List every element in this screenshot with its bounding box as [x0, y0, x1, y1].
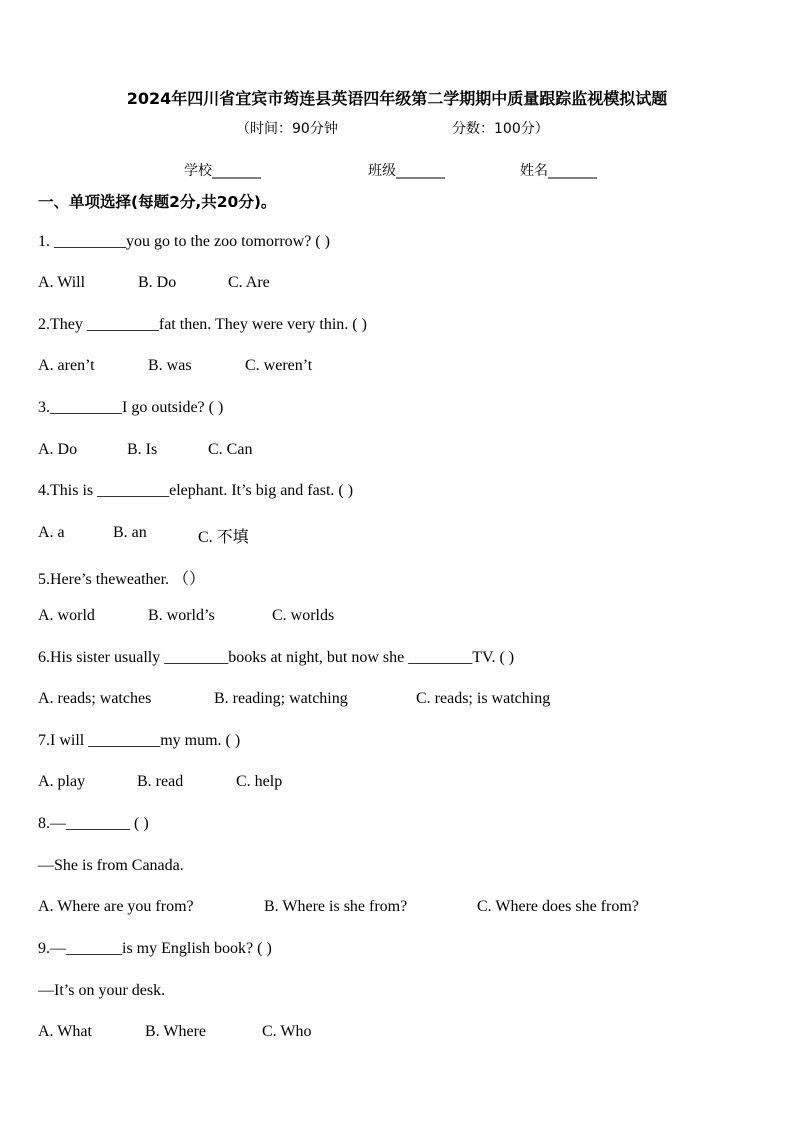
q7-option-b: B. read: [137, 773, 184, 790]
question-8: 8.—________ ( ): [38, 815, 149, 832]
q4-option-a: A. a: [38, 524, 65, 541]
q6-option-c: C. reads; is watching: [416, 690, 551, 707]
question-9: 9.—_______is my English book? ( ): [38, 940, 272, 957]
q1-option-a: A. Will: [38, 274, 86, 291]
q9-option-b: B. Where: [145, 1023, 207, 1040]
q3-option-c: C. Can: [208, 441, 253, 458]
q6-option-a: A. reads; watches: [38, 690, 152, 707]
q4-option-b: B. an: [113, 524, 147, 541]
q2-option-c: C. weren’t: [245, 357, 313, 374]
q1-option-b: B. Do: [138, 274, 177, 291]
q3-option-b: B. Is: [127, 441, 158, 458]
q1-option-c: C. Are: [228, 274, 270, 291]
q4-option-c: C. 不填: [198, 529, 249, 546]
q6-option-b: B. reading; watching: [214, 690, 348, 707]
question-5: 5.Here’s theweather. （）: [38, 571, 206, 588]
time-label: （时间：90分钟: [236, 121, 338, 137]
q2-option-b: B. was: [148, 357, 192, 374]
exam-title: 2024年四川省宜宾市筠连县英语四年级第二学期期中质量跟踪监视模拟试题: [126, 89, 668, 108]
question-1: 1. _________you go to the zoo tomorrow? ( ): [38, 233, 330, 250]
q8-option-c: C. Where does she from?: [477, 898, 639, 915]
question-2: 2.They _________fat then. They were very thin. ( ): [38, 316, 367, 333]
score-label: 分数：100分）: [452, 121, 549, 137]
section-title: 一、单项选择(每题2分,共20分)。: [38, 193, 277, 211]
q9-reply: —It’s on your desk.: [38, 982, 166, 999]
question-7: 7.I will _________my mum. ( ): [38, 732, 241, 749]
q8-option-b: B. Where is she from?: [264, 898, 408, 915]
q9-option-a: A. What: [38, 1023, 92, 1040]
q7-option-c: C. help: [236, 773, 283, 790]
q5-option-b: B. world’s: [148, 607, 215, 624]
class-field: 班级_______: [368, 163, 445, 179]
question-3: 3._________I go outside? ( ): [38, 399, 224, 416]
question-6: 6.His sister usually ________books at night, but now she ________TV. ( ): [38, 649, 515, 666]
q5-option-a: A. world: [38, 607, 95, 624]
q5-option-c: C. worlds: [272, 607, 335, 624]
q7-option-a: A. play: [38, 773, 86, 790]
q3-option-a: A. Do: [38, 441, 78, 458]
question-4: 4.This is _________elephant. It’s big and fast. ( ): [38, 482, 354, 499]
q8-reply: —She is from Canada.: [38, 857, 184, 874]
school-field: 学校_______: [184, 163, 261, 179]
q9-option-c: C. Who: [262, 1023, 312, 1040]
exam-subtitle: [236, 118, 549, 138]
q8-option-a: A. Where are you from?: [38, 898, 194, 915]
q2-option-a: A. aren’t: [38, 357, 95, 374]
name-field: 姓名_______: [520, 163, 597, 179]
